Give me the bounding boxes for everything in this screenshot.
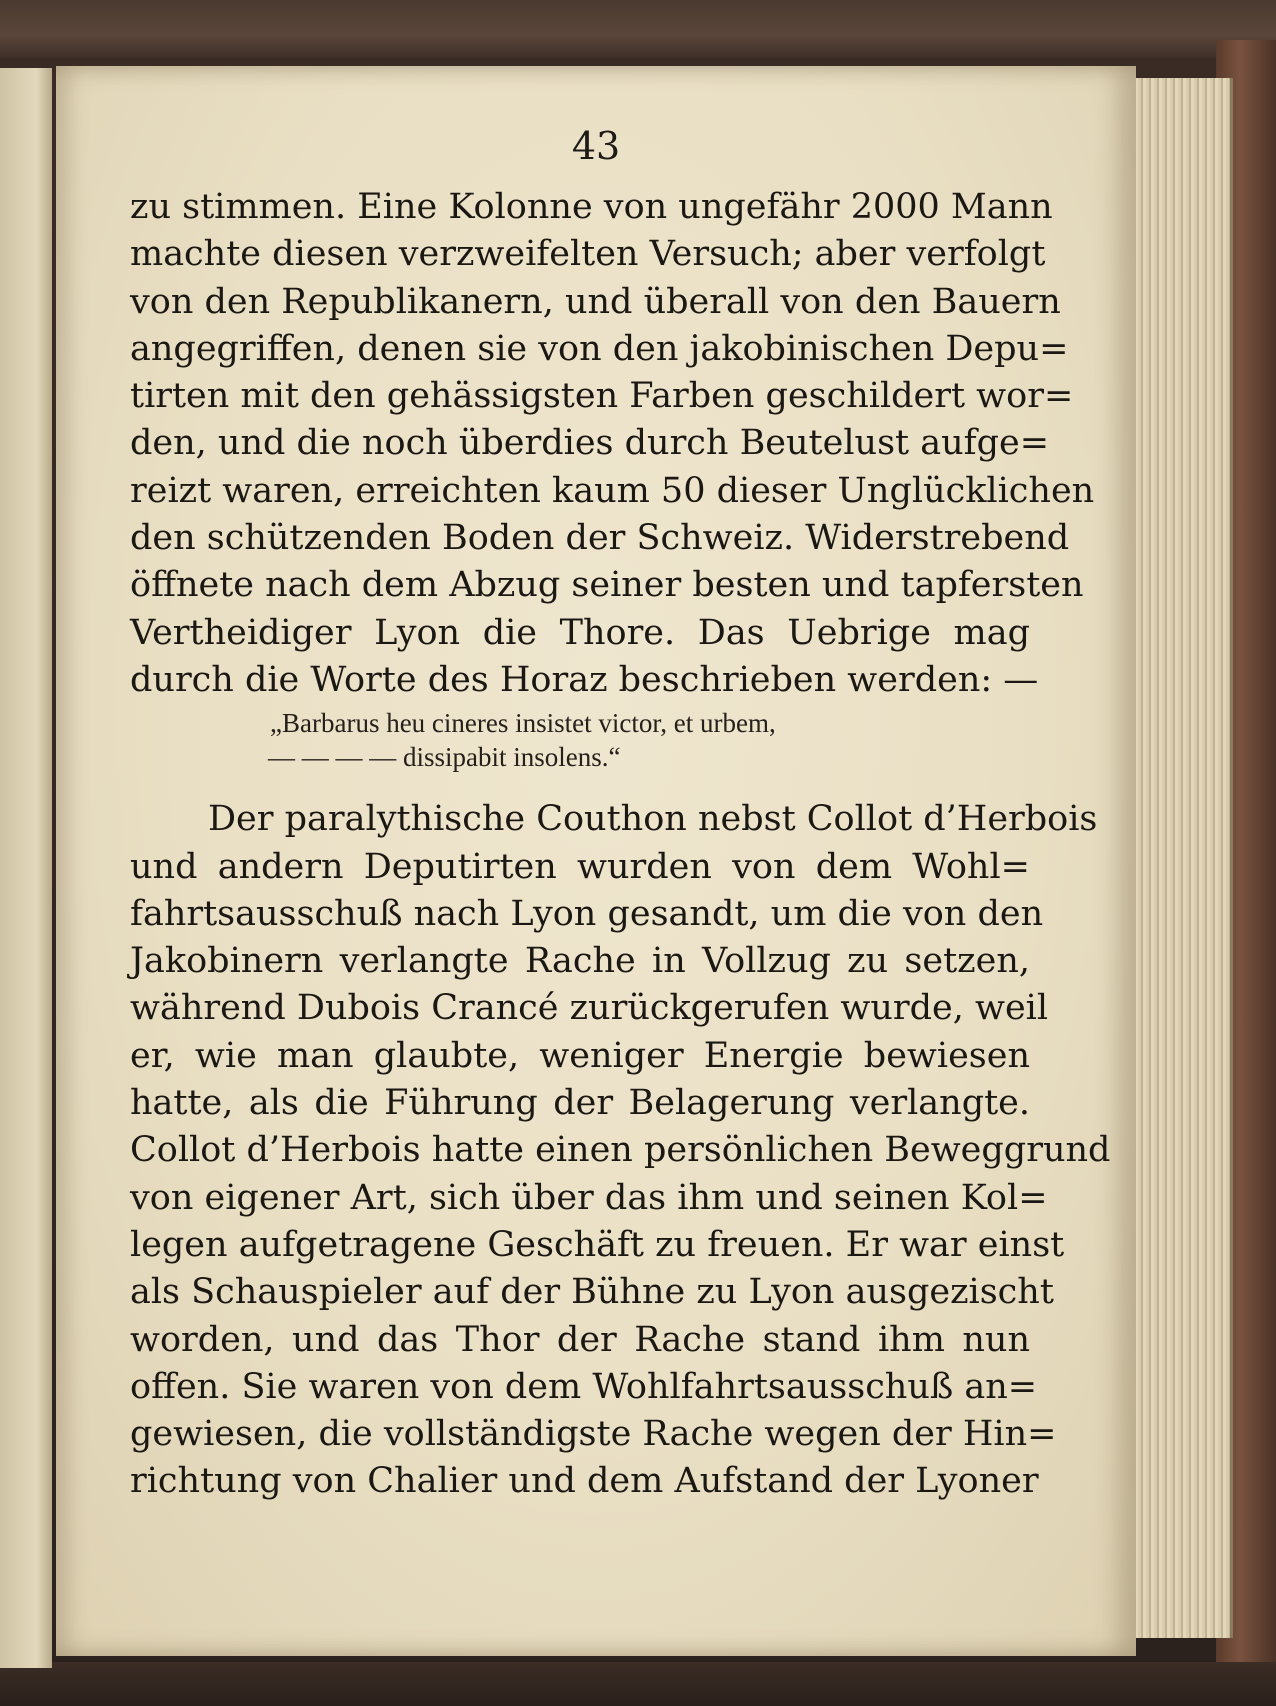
text-line: richtung von Chalier und dem Aufstand der Lyoner (130, 1461, 1039, 1502)
text-line: hatte, als die Führung der Belagerung verlangte. (130, 1083, 1030, 1124)
text-line: gewiesen, die vollständigste Rache wegen der Hin= (130, 1414, 1057, 1455)
text-line: fahrtsausschuß nach Lyon gesandt, um die von den (130, 893, 1044, 934)
text-line: tirten mit den gehässigsten Farben geschildert wor= (130, 376, 1074, 417)
text-line: Collot d’Herbois hatte einen persönlichen Beweggrund (130, 1130, 1111, 1171)
text-line: er, wie man glaubte, weniger Energie bewiesen (130, 1035, 1030, 1076)
book-binding-top (0, 0, 1276, 58)
text-line: offen. Sie waren von dem Wohlfahrtsausschuß an= (130, 1366, 1038, 1407)
text-line: als Schauspieler auf der Bühne zu Lyon ausgezischt (130, 1272, 1054, 1313)
text-line: den schützenden Boden der Schweiz. Widerstrebend (130, 518, 1070, 559)
text-line: zu stimmen. Eine Kolonne von ungefähr 2000 Mann (130, 187, 1053, 227)
text-line: und andern Deputirten wurden von dem Wohl= (130, 846, 1030, 887)
text-line: während Dubois Crancé zurückgerufen wurde, weil (130, 988, 1049, 1029)
text-line: Vertheidiger Lyon die Thore. Das Uebrige mag (130, 612, 1030, 653)
text-line: von eigener Art, sich über das ihm und seinen Kol= (130, 1177, 1048, 1218)
text-line: Der paralythische Couthon nebst Collot d’Herbois (208, 799, 1098, 840)
text-line: Jakobinern verlangte Rache in Vollzug zu setzen, (130, 941, 1030, 982)
book-page (56, 66, 1136, 1656)
quote-line-1: „Barbarus heu cineres insistet victor, et urbem, (270, 708, 776, 739)
text-line: von den Republikanern, und überall von den Bauern (130, 281, 1061, 322)
page-body-text (130, 184, 1111, 1506)
text-line: machte diesen verzweifelten Versuch; aber verfolgt (130, 234, 1046, 275)
text-line: angegriffen, denen sie von den jakobinischen Depu= (130, 328, 1069, 369)
page-block-edges (1130, 78, 1233, 1638)
paragraph-2 (130, 796, 1111, 1505)
text-line: öffnete nach dem Abzug seiner besten und tapfersten (130, 565, 1084, 606)
text-line: worden, und das Thor der Rache stand ihm nun (130, 1319, 1030, 1360)
paragraph-1 (130, 184, 1095, 704)
book-binding-bottom (0, 1662, 1276, 1706)
page-number: 43 (571, 124, 621, 168)
quote-line-2: — — — — dissipabit insolens.“ (268, 742, 621, 773)
text-line: den, und die noch überdies durch Beutelust aufge= (130, 423, 1050, 464)
facing-page-edge (0, 68, 52, 1668)
text-line: legen aufgetragene Geschäft zu freuen. Er war einst (130, 1224, 1065, 1265)
latin-quote (130, 706, 1030, 774)
text-line: reizt waren, erreichten kaum 50 dieser Unglücklichen (130, 470, 1095, 511)
text-line: durch die Worte des Horaz beschrieben werden: — (130, 659, 1039, 700)
